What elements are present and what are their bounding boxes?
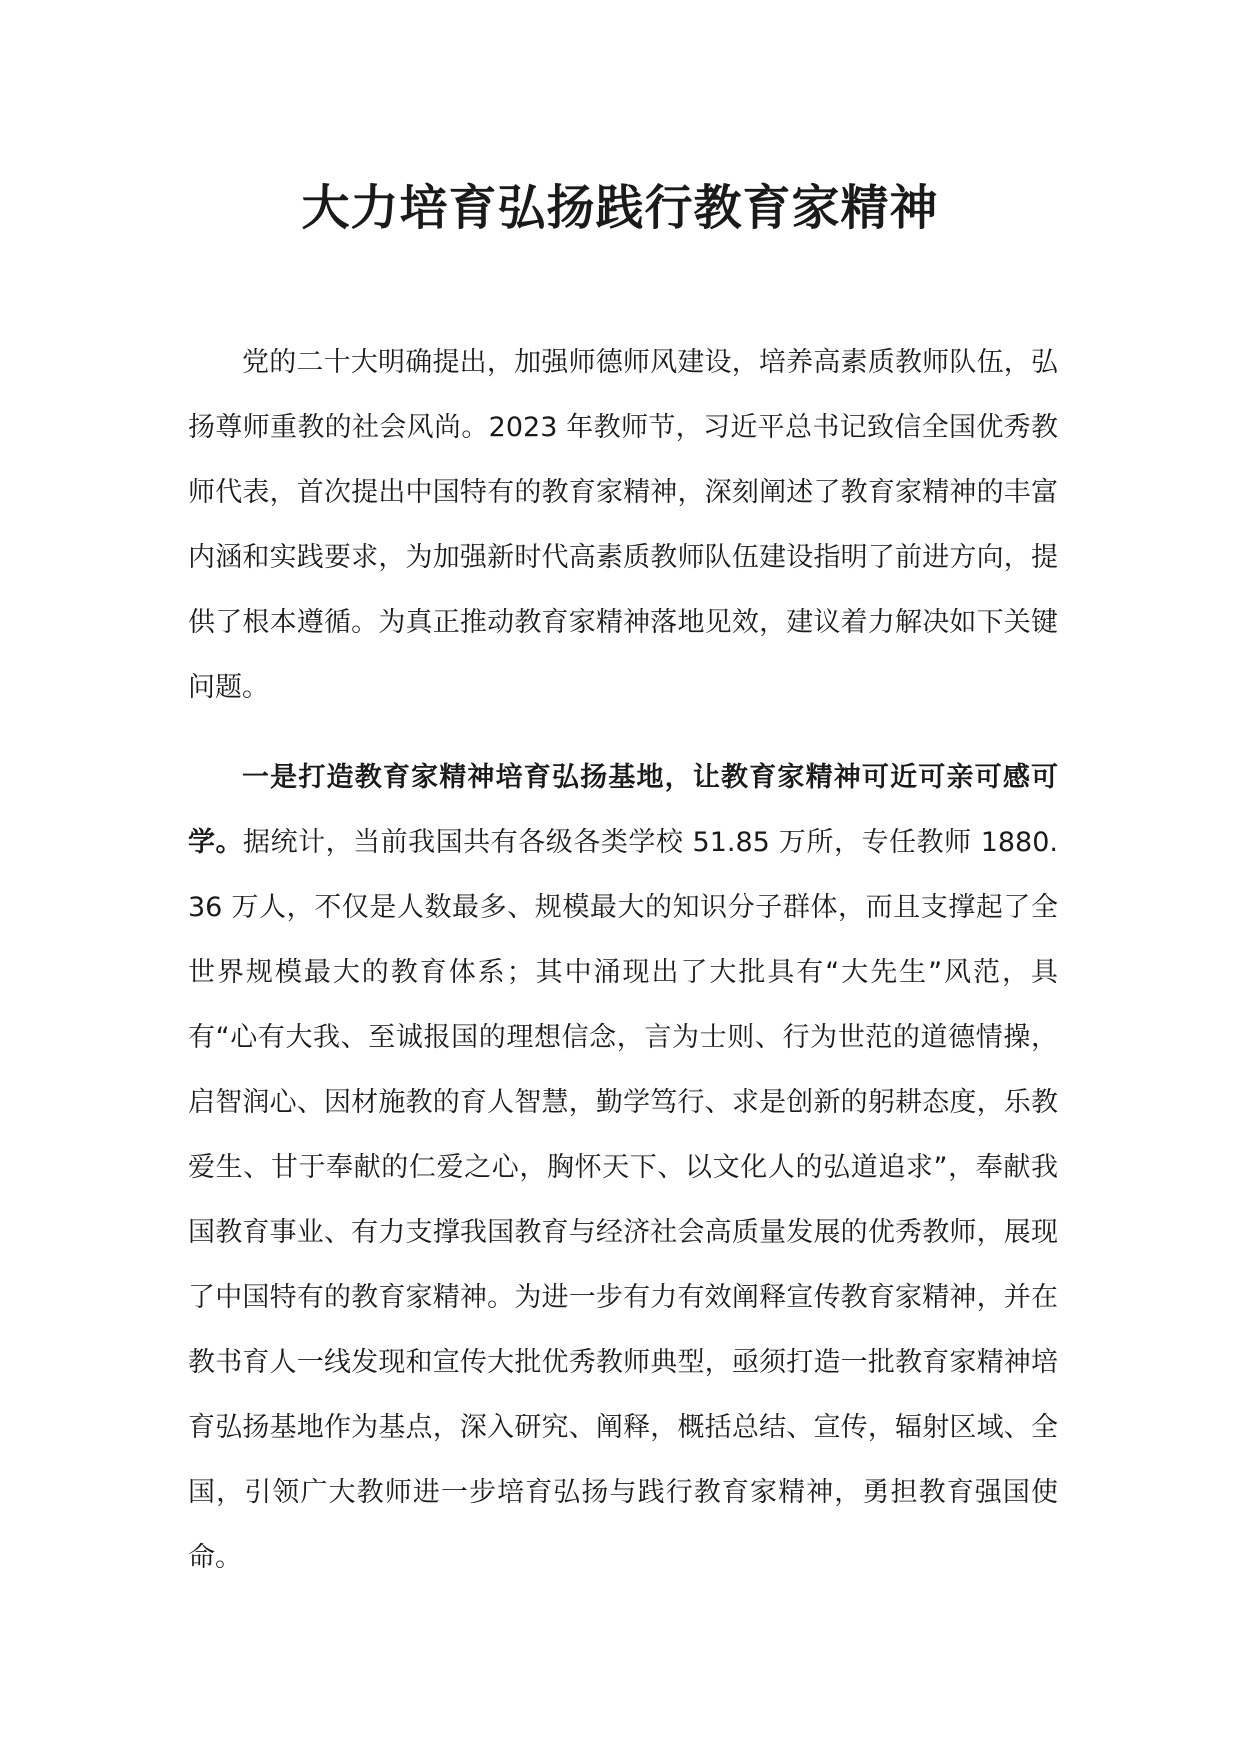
paragraph-point-one-text: 据统计，当前我国共有各级各类学校 51.85 万所，专任教师 1880.36 万人，不仅是人数最多、规模最大的知识分子群体，而且支撑起了全世界规模最大的教育体系；其中涌现出了大批具有“大先生”风范，具有“心有大我、至诚报国的理想信念，言为士则、行为世范的道德情操，启智润心、因材施教的育人智慧，勤学笃行、求是创新的躬耕态度，乐教爱生、甘于奉献的仁爱之心，胸怀天下、以文化人的弘道追求”，奉献我国教育事业、有力支撑我国教育与经济社会高质量发展的优秀教师，展现了中国特有的教育家精神。为进一步有力有效阐释宣传教育家精神，并在教书育人一线发现和宣传大批优秀教师典型，亟须打造一批教育家精神培育弘扬基地作为基点，深入研究、阐释，概括总结、宣传，辐射区域、全国，引领广大教师进一步培育弘扬与践行教育家精神，勇担教育强国使命。 xyxy=(188,827,1058,1573)
paragraph-intro-text: 党的二十大明确提出，加强师德师风建设，培养高素质教师队伍，弘扬尊师重教的社会风尚。2023 年教师节，习近平总书记致信全国优秀教师代表，首次提出中国特有的教育家精神，深刻阐述了教育家精神的丰富内涵和实践要求，为加强新时代高素质教师队伍建设指明了前进方向，提供了根本遵循。为真正推动教育家精神落地见效，建议着力解决如下关键问题。 xyxy=(188,347,1058,703)
document-title: 大力培育弘扬践行教育家精神 xyxy=(301,180,939,236)
paragraph-intro xyxy=(188,330,1058,720)
paragraph-point-one-lead: 一是打造教育家精神培育弘扬基地，让教育家精神可近可亲可感可学。 xyxy=(188,762,1058,858)
paragraph-point-one xyxy=(188,745,1058,1590)
